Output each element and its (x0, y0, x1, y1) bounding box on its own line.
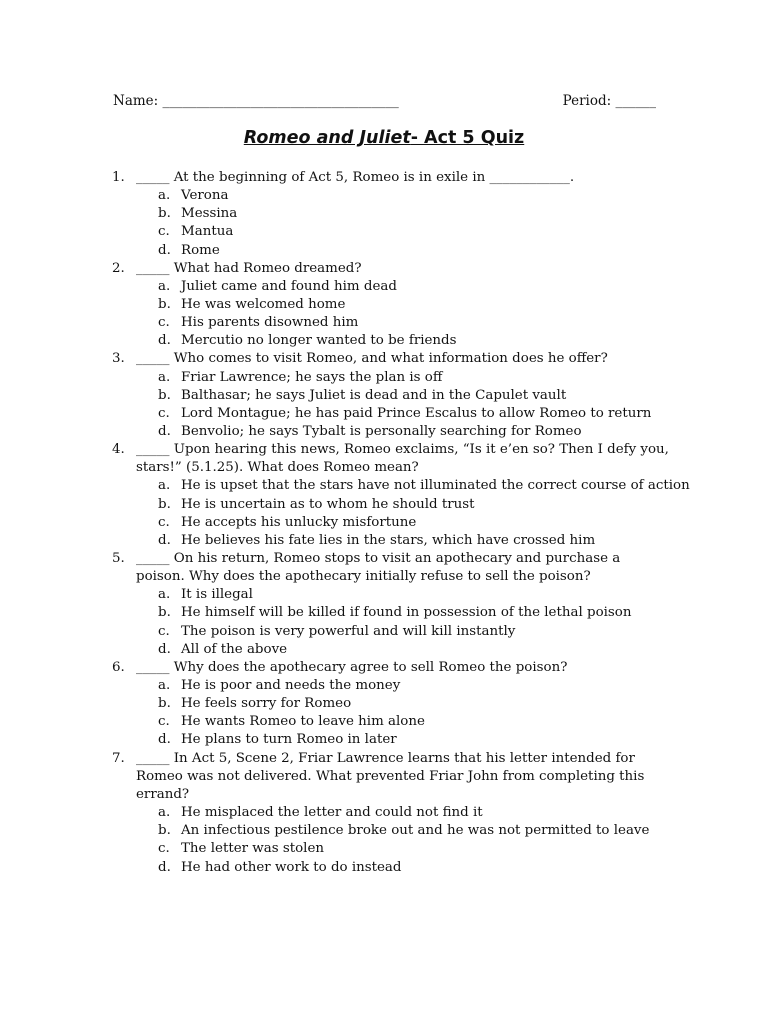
option-letter: c. (158, 841, 170, 857)
answer-option (112, 314, 672, 332)
option-letter: b. (158, 387, 171, 403)
answer-option (112, 423, 672, 441)
option-text: Verona (181, 188, 229, 204)
answer-option (112, 242, 672, 260)
option-letter: b. (158, 496, 171, 512)
option-letter: a. (158, 188, 171, 204)
answer-option (112, 641, 672, 659)
option-letter: a. (158, 805, 171, 821)
option-letter: a. (158, 678, 171, 694)
option-text: An infectious pestilence broke out and he was not permitted to leave (181, 823, 650, 839)
option-letter: d. (158, 641, 171, 657)
option-letter: d. (158, 242, 171, 258)
option-letter: b. (158, 605, 171, 621)
question-6 (112, 659, 672, 750)
question-number: 5. (112, 551, 125, 567)
option-letter: c. (158, 224, 170, 240)
option-text: He himself will be killed if found in possession of the lethal poison (181, 605, 632, 621)
answer-option (112, 677, 672, 695)
answer-option (112, 187, 672, 205)
option-letter: c. (158, 514, 170, 530)
option-letter: c. (158, 315, 170, 331)
option-letter: b. (158, 206, 171, 222)
option-letter: d. (158, 424, 171, 440)
answer-option (112, 387, 672, 405)
option-text: He feels sorry for Romeo (181, 696, 352, 712)
option-text: He had other work to do instead (181, 859, 402, 875)
question-number: 3. (112, 351, 125, 367)
answer-option (112, 532, 672, 550)
option-text: He is upset that the stars have not illuminated the correct course of action (181, 478, 690, 494)
option-text: Mantua (181, 224, 234, 240)
answer-option (112, 604, 672, 622)
option-text: Rome (181, 242, 220, 258)
option-letter: a. (158, 587, 171, 603)
question-number: 6. (112, 659, 125, 675)
answer-option (112, 405, 672, 423)
option-text: Balthasar; he says Juliet is dead and in the Capulet vault (181, 387, 567, 403)
option-letter: a. (158, 369, 171, 385)
option-text: He misplaced the letter and could not find it (181, 805, 483, 821)
answer-option (112, 822, 672, 840)
quiz-header (113, 93, 656, 113)
question-text: _____ What had Romeo dreamed? (136, 260, 362, 276)
answer-option (112, 369, 672, 387)
name-field: Name: ___________________________________ (113, 93, 399, 109)
option-letter: c. (158, 714, 170, 730)
answer-option (112, 859, 672, 877)
option-letter: a. (158, 478, 171, 494)
question-7 (112, 750, 672, 877)
answer-option (112, 332, 672, 350)
option-letter: b. (158, 696, 171, 712)
answer-option (112, 477, 690, 495)
question-list (112, 169, 690, 877)
question-5 (112, 550, 672, 659)
answer-option (112, 278, 672, 296)
question-3 (112, 350, 672, 441)
question-text: _____ Why does the apothecary agree to sell Romeo the poison? (136, 659, 568, 675)
answer-option (112, 586, 672, 604)
question-4 (112, 441, 690, 550)
option-text: Lord Montague; he has paid Prince Escalus to allow Romeo to return (181, 405, 652, 421)
question-number: 4. (112, 442, 125, 458)
answer-option (112, 804, 672, 822)
question-text: _____ Upon hearing this news, Romeo exclaims, “Is it e’en so? Then I defy you, stars!” (5.1.25). What does Romeo mean? (136, 442, 674, 476)
option-letter: d. (158, 859, 171, 875)
answer-option (112, 713, 672, 731)
answer-option (112, 296, 672, 314)
question-text: _____ On his return, Romeo stops to visit an apothecary and purchase a poison. Why does the apothecary initially refuse to sell the poison? (136, 551, 625, 585)
title-act-label: - Act 5 Quiz (410, 128, 525, 148)
option-letter: a. (158, 278, 171, 294)
option-text: He wants Romeo to leave him alone (181, 714, 425, 730)
question-2 (112, 260, 672, 351)
period-field: Period: ______ (562, 93, 656, 109)
answer-option (112, 223, 672, 241)
option-text: Juliet came and found him dead (181, 278, 397, 294)
option-text: He accepts his unlucky misfortune (181, 514, 417, 530)
option-text: Messina (181, 206, 238, 222)
answer-option (112, 205, 672, 223)
option-letter: c. (158, 623, 170, 639)
question-text: _____ At the beginning of Act 5, Romeo is in exile in ____________. (136, 170, 575, 185)
answer-option (112, 840, 672, 858)
option-text: The letter was stolen (181, 841, 325, 857)
option-text: He plans to turn Romeo in later (181, 732, 397, 748)
question-1 (112, 169, 672, 260)
answer-option (112, 731, 672, 749)
option-text: The poison is very powerful and will kill instantly (181, 623, 516, 639)
question-number: 2. (112, 260, 125, 276)
option-text: He believes his fate lies in the stars, which have crossed him (181, 532, 596, 548)
option-letter: b. (158, 823, 171, 839)
option-letter: d. (158, 532, 171, 548)
option-text: He was welcomed home (181, 297, 346, 313)
option-text: Friar Lawrence; he says the plan is off (181, 369, 443, 385)
option-letter: b. (158, 297, 171, 313)
option-text: His parents disowned him (181, 315, 359, 331)
option-text: He is poor and needs the money (181, 678, 401, 694)
option-text: All of the above (181, 641, 288, 657)
question-number: 1. (112, 170, 125, 185)
answer-option (112, 514, 672, 532)
option-text: He is uncertain as to whom he should trust (181, 496, 475, 512)
answer-option (112, 695, 672, 713)
question-text: _____ Who comes to visit Romeo, and what information does he offer? (136, 351, 608, 367)
option-text: It is illegal (181, 587, 253, 603)
quiz-title (0, 128, 768, 148)
option-letter: d. (158, 333, 171, 349)
option-text: Mercutio no longer wanted to be friends (181, 333, 457, 349)
question-text: _____ In Act 5, Scene 2, Friar Lawrence learns that his letter intended for Romeo was not delivered. What prevented Friar John from completing this errand? (136, 750, 649, 802)
option-text: Benvolio; he says Tybalt is personally searching for Romeo (181, 424, 582, 440)
option-letter: c. (158, 405, 170, 421)
option-letter: d. (158, 732, 171, 748)
answer-option (112, 496, 672, 514)
title-play-name: Romeo and Juliet (243, 128, 411, 148)
answer-option (112, 623, 672, 641)
question-number: 7. (112, 750, 125, 766)
